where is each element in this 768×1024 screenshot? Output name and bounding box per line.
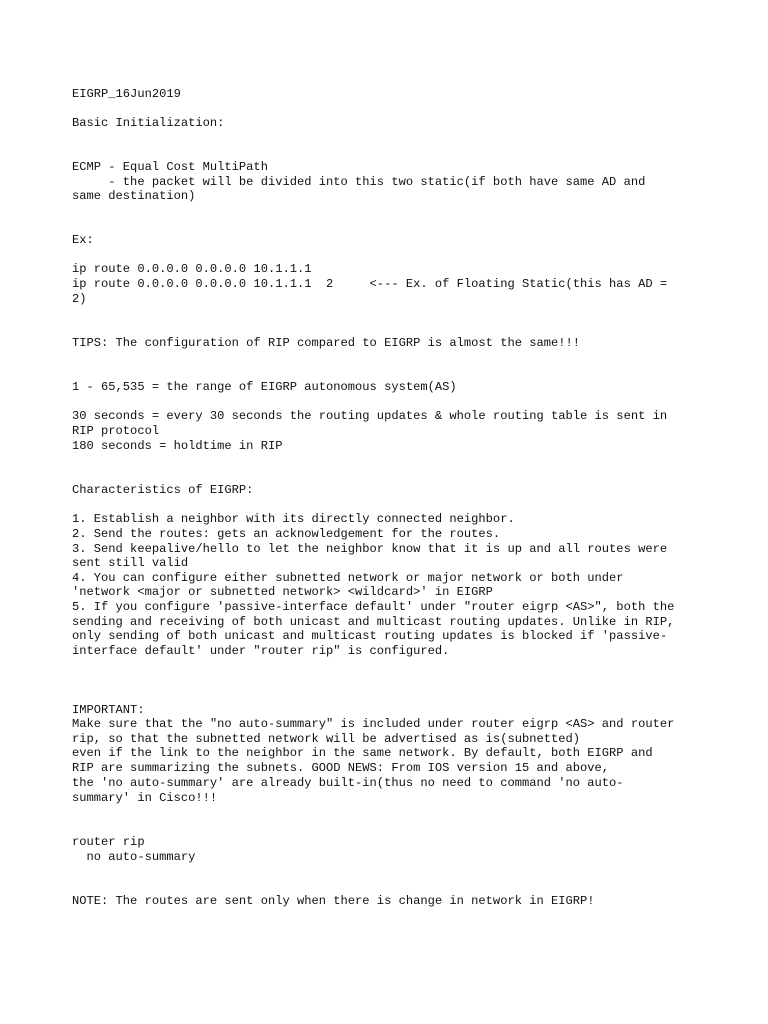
text-line: Ex: bbox=[72, 233, 94, 247]
text-line: - the packet will be divided into this two static(if both have same AD and bbox=[72, 175, 646, 189]
text-line: the 'no auto-summary' are already built-in(thus no need to command 'no auto- bbox=[72, 776, 624, 790]
text-line: same destination) bbox=[72, 189, 196, 203]
text-line: RIP protocol bbox=[72, 424, 160, 438]
list-item: sending and receiving of both unicast and multicast routing updates. Unlike in RIP, bbox=[72, 615, 675, 629]
text-line: 2) bbox=[72, 292, 87, 306]
list-item: 5. If you configure 'passive-interface default' under "router eigrp <AS>", both the bbox=[72, 600, 675, 614]
list-item: 3. Send keepalive/hello to let the neighbor know that it is up and all routes were bbox=[72, 542, 668, 556]
text-line: 1 - 65,535 = the range of EIGRP autonomous system(AS) bbox=[72, 380, 457, 394]
list-item: sent still valid bbox=[72, 556, 189, 570]
code-line: router rip bbox=[72, 835, 145, 849]
list-item: 4. You can configure either subnetted network or major network or both under bbox=[72, 571, 624, 585]
list-item: only sending of both unicast and multicast routing updates is blocked if 'passive- bbox=[72, 629, 668, 643]
text-line: 180 seconds = holdtime in RIP bbox=[72, 439, 283, 453]
tip-line: TIPS: The configuration of RIP compared to EIGRP is almost the same!!! bbox=[72, 336, 581, 350]
text-line: summary' in Cisco!!! bbox=[72, 791, 218, 805]
text-line: RIP are summarizing the subnets. GOOD NEWS: From IOS version 15 and above, bbox=[72, 761, 610, 775]
note-line: NOTE: The routes are sent only when there is change in network in EIGRP! bbox=[72, 894, 595, 908]
list-item: 1. Establish a neighbor with its directly connected neighbor. bbox=[72, 512, 515, 526]
text-line: 30 seconds = every 30 seconds the routing updates & whole routing table is sent in bbox=[72, 409, 668, 423]
code-line: ip route 0.0.0.0 0.0.0.0 10.1.1.1 bbox=[72, 262, 312, 276]
document-title: EIGRP_16Jun2019 bbox=[72, 87, 181, 101]
code-line: no auto-summary bbox=[72, 850, 196, 864]
section-heading: Basic Initialization: bbox=[72, 116, 225, 130]
code-line: ip route 0.0.0.0 0.0.0.0 10.1.1.1 2 <--- Ex. of Floating Static(this has AD = bbox=[72, 277, 668, 291]
section-heading: Characteristics of EIGRP: bbox=[72, 483, 254, 497]
important-heading: IMPORTANT: bbox=[72, 703, 145, 717]
list-item: 'network <major or subnetted network> <wildcard>' in EIGRP bbox=[72, 585, 493, 599]
text-line: even if the link to the neighbor in the same network. By default, both EIGRP and bbox=[72, 746, 653, 760]
text-line: Make sure that the "no auto-summary" is included under router eigrp <AS> and router bbox=[72, 717, 675, 731]
list-item: 2. Send the routes: gets an acknowledgement for the routes. bbox=[72, 527, 501, 541]
text-line: rip, so that the subnetted network will be advertised as is(subnetted) bbox=[72, 732, 581, 746]
list-item: interface default' under "router rip" is configured. bbox=[72, 644, 450, 658]
text-line: ECMP - Equal Cost MultiPath bbox=[72, 160, 268, 174]
